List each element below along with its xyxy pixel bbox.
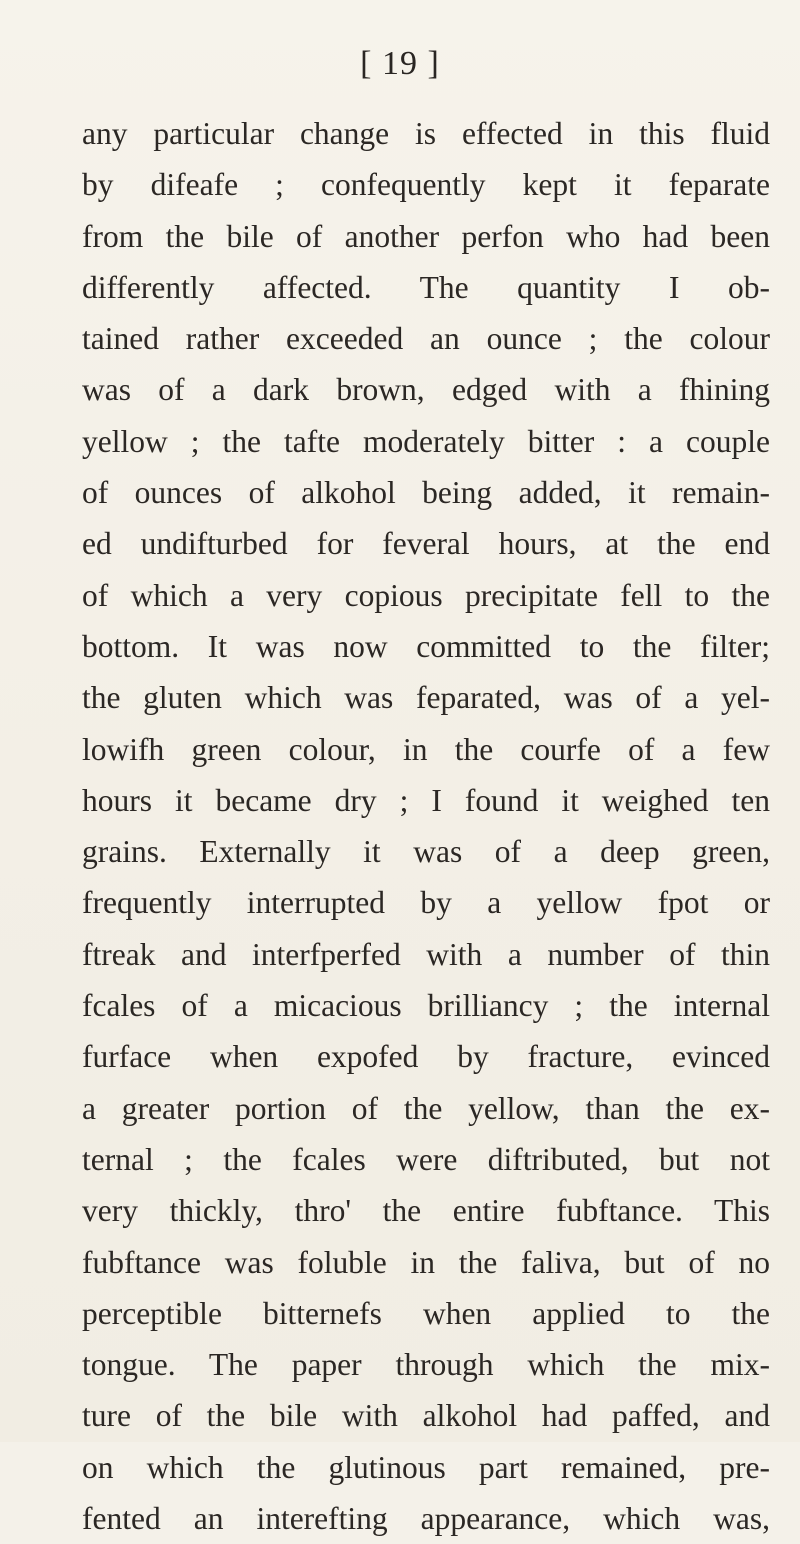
text-line: from the bile of another perfon who had been (82, 218, 770, 254)
text-line: grains. Externally it was of a deep green, (82, 834, 770, 870)
text-line: fented an interefting appearance, which was, (82, 1501, 770, 1537)
text-line: fubftance was foluble in the faliva, but of no (82, 1244, 770, 1280)
text-line: yellow ; the tafte moderately bitter : a couple (82, 423, 770, 459)
text-line: a greater portion of the yellow, than the ex- (82, 1090, 770, 1126)
page-number: [ 19 ] (360, 45, 440, 82)
text-line: bottom. It was now committed to the filter; (82, 628, 770, 664)
text-line: differently affected. The quantity I ob- (82, 269, 770, 305)
text-line: frequently interrupted by a yellow fpot or (82, 885, 770, 921)
page-header (0, 44, 800, 84)
body-text (82, 108, 770, 1544)
text-line: tained rather exceeded an ounce ; the colour (82, 321, 770, 357)
text-line: by difeafe ; confequently kept it feparate (82, 167, 770, 203)
text-line: of ounces of alkohol being added, it remain- (82, 475, 770, 511)
text-line: any particular change is effected in this fluid (82, 116, 770, 151)
text-line: perceptible bitternefs when applied to the (82, 1295, 770, 1331)
text-line: ftreak and interfperfed with a number of thin (82, 936, 770, 972)
text-line: tongue. The paper through which the mix- (82, 1347, 770, 1383)
text-line: of which a very copious precipitate fell to the (82, 577, 770, 613)
text-line: ture of the bile with alkohol had paffed, and (82, 1398, 770, 1434)
text-line: very thickly, thro' the entire fubftance. This (82, 1193, 770, 1229)
text-line: furface when expofed by fracture, evinced (82, 1039, 770, 1075)
text-line: ternal ; the fcales were diftributed, but not (82, 1141, 770, 1177)
text-line: ed undifturbed for feveral hours, at the end (82, 526, 770, 562)
text-line: hours it became dry ; I found it weighed ten (82, 782, 770, 818)
text-line: fcales of a micacious brilliancy ; the internal (82, 988, 770, 1024)
text-line: the gluten which was feparated, was of a yel- (82, 680, 770, 716)
text-line: was of a dark brown, edged with a fhining (82, 372, 770, 408)
text-line: on which the glutinous part remained, pre- (82, 1449, 770, 1485)
text-line: lowifh green colour, in the courfe of a few (82, 731, 770, 767)
